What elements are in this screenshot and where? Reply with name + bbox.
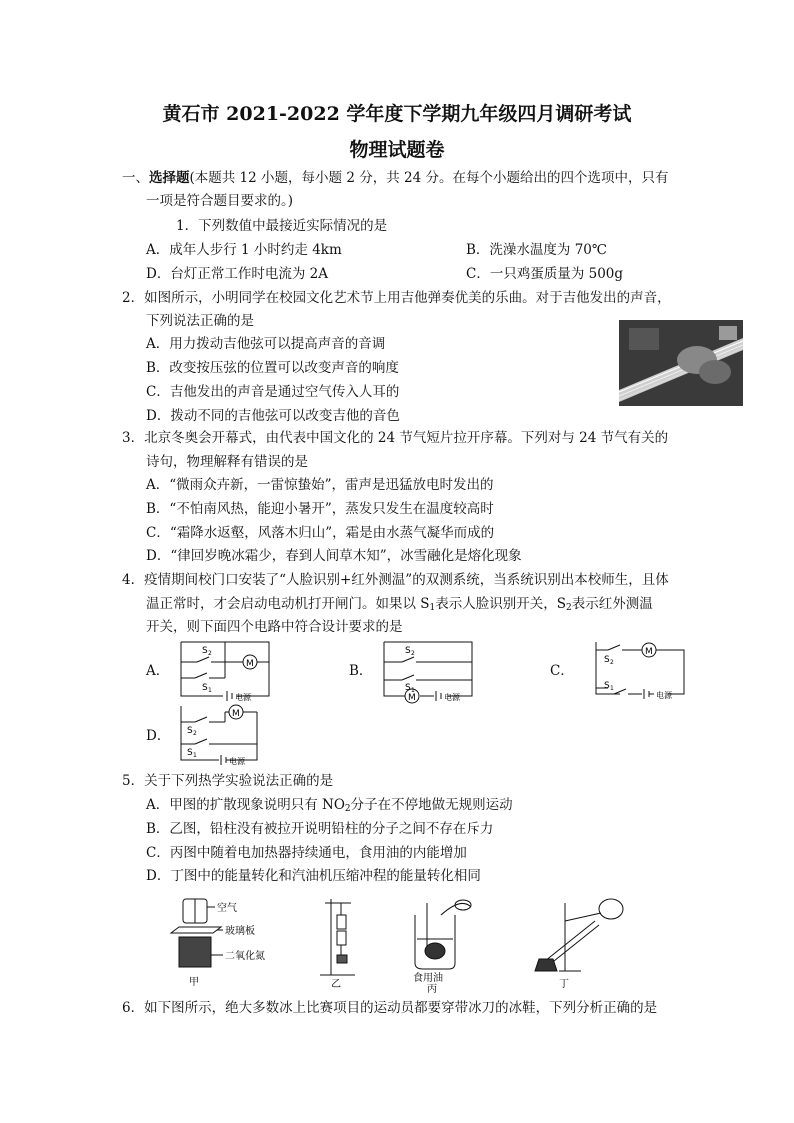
q5-option-b: B．乙图，铅柱没有被拉开说明铅柱的分子之间不存在斥力: [146, 821, 494, 837]
svg-text:S: S: [187, 726, 193, 736]
q1-option-a: A．成年人步行 1 小时约走 4km: [146, 242, 342, 258]
svg-text:S: S: [187, 748, 193, 758]
q5-option-d: D．丁图中的能量转化和汽油机压缩冲程的能量转化相同: [146, 868, 481, 884]
label-air: 空气: [217, 903, 237, 914]
svg-text:电源: 电源: [229, 757, 245, 766]
svg-text:2: 2: [610, 659, 614, 666]
switch-s2-label: S: [202, 646, 208, 656]
q4-stem-1: 4．疫情期间校门口安装了“人脸识别+红外测温”的双测系统，当系统识别出本校师生，且体: [122, 572, 669, 588]
label-glass: 玻璃板: [225, 926, 255, 937]
q6-stem: 6．如下图所示，绝大多数冰上比赛项目的运动员都要穿带冰刀的冰鞋，下列分析正确的是: [122, 1000, 658, 1016]
section-name: 选择题: [149, 170, 190, 186]
q3-stem-2: 诗句，物理解释有错误的是: [146, 454, 308, 470]
svg-text:电源: 电源: [444, 693, 460, 702]
q2-option-d: D．拨动不同的吉他弦可以改变吉他的音色: [146, 408, 400, 424]
svg-text:电源: 电源: [656, 691, 672, 700]
q2-stem-1: 2．如图所示，小明同学在校园文化艺术节上用吉他弹奏优美的乐曲。对于吉他发出的声音，: [122, 290, 671, 306]
svg-text:2: 2: [208, 650, 212, 657]
q5-option-a: A．甲图的扩散现象说明只有 $NO_2$分子在不停地做无规则运动: [146, 797, 513, 814]
label-no2: 二氧化氮: [225, 951, 265, 962]
svg-text:S: S: [405, 683, 411, 693]
svg-text:1: 1: [208, 687, 212, 694]
circuit-d: [175, 702, 275, 766]
q3-option-b: B．“不怕南风热，能迎小暑开”，蒸发只发生在温度较高时: [146, 501, 494, 517]
q5-stem: 5．关于下列热学实验说法正确的是: [122, 773, 334, 789]
svg-text:2: 2: [193, 730, 197, 737]
q1-option-c: C．一只鸡蛋质量为 500g: [466, 266, 624, 282]
svg-text:1: 1: [193, 752, 197, 759]
section-heading: [122, 170, 668, 186]
q3-option-d: D．“律回岁晚冰霜少，春到人间草木知”，冰雪融化是熔化现象: [146, 548, 522, 564]
label-oil: 食用油: [413, 973, 443, 984]
q5-figures: [165, 893, 645, 995]
exam-subtitle: 物理试题卷: [349, 139, 445, 161]
q3-stem-1: 3．北京冬奥会开幕式，由代表中国文化的 24 节气短片拉开序幕。下列对与 24 节气有关的: [122, 430, 669, 446]
q5-option-c: C．丙图中随着电加热器持续通电，食用油的内能增加: [146, 845, 467, 861]
svg-text:M: M: [645, 647, 653, 657]
q1-option-d: D．台灯正常工作时电流为 2A: [146, 266, 328, 282]
q4-label-b: B．: [349, 663, 373, 679]
circuit-a: [175, 638, 275, 702]
q2-stem-2: 下列说法正确的是: [146, 313, 254, 329]
caption-jia: 甲: [189, 977, 199, 988]
q1-option-b: B．洗澡水温度为 70℃: [466, 242, 607, 258]
svg-text:S: S: [405, 646, 411, 656]
q4-stem-3: 开关，则下面四个电路中符合设计要求的是: [146, 619, 403, 635]
motor-label: M: [246, 659, 254, 669]
q4-stem-2: 温正常时，才会启动电动机打开闸门。如果以 $S_1$表示人脸识别开关，$S_2$表示红外测温: [146, 596, 653, 613]
svg-text:M: M: [408, 693, 416, 703]
exam-title: 黄石市 2021-2022 学年度下学期九年级四月调研考试: [162, 103, 632, 125]
caption-bing: 丙: [427, 984, 437, 995]
section-number: 一、: [122, 170, 149, 186]
svg-text:S: S: [604, 681, 610, 691]
svg-text:S: S: [604, 655, 610, 665]
svg-text:2: 2: [411, 650, 415, 657]
section-intro: (本题共 12 小题，每小题 2 分，共 24 分。在每个小题给出的四个选项中，只有: [189, 170, 669, 186]
q2-option-a: A．用力拨动吉他弦可以提高声音的音调: [146, 336, 386, 352]
source-label: 电源: [235, 693, 251, 702]
svg-text:1: 1: [610, 685, 614, 692]
q4-label-a: A．: [146, 663, 170, 679]
caption-ding: 丁: [559, 979, 569, 990]
guitar-photo: [619, 320, 743, 406]
q4-label-d: D．: [146, 728, 171, 744]
caption-yi: 乙: [331, 979, 341, 990]
circuit-c: [590, 636, 690, 702]
svg-text:1: 1: [411, 687, 415, 694]
q3-option-c: C．“霜降水返壑，风落木归山”，霜是由水蒸气凝华而成的: [146, 525, 495, 541]
q3-option-a: A．“微雨众卉新，一雷惊蛰始”，雷声是迅猛放电时发出的: [146, 477, 494, 493]
section-intro-2: 一项是符合题目要求的。): [146, 193, 294, 209]
svg-text:M: M: [232, 709, 240, 719]
q4-label-c: C．: [550, 663, 574, 679]
q2-option-c: C．吉他发出的声音是通过空气传入人耳的: [146, 384, 400, 400]
q1-stem: 1．下列数值中最接近实际情况的是: [176, 218, 388, 234]
circuit-b: [378, 638, 478, 702]
q2-option-b: B．改变按压弦的位置可以改变声音的响度: [146, 360, 399, 376]
switch-s1-label: S: [202, 683, 208, 693]
